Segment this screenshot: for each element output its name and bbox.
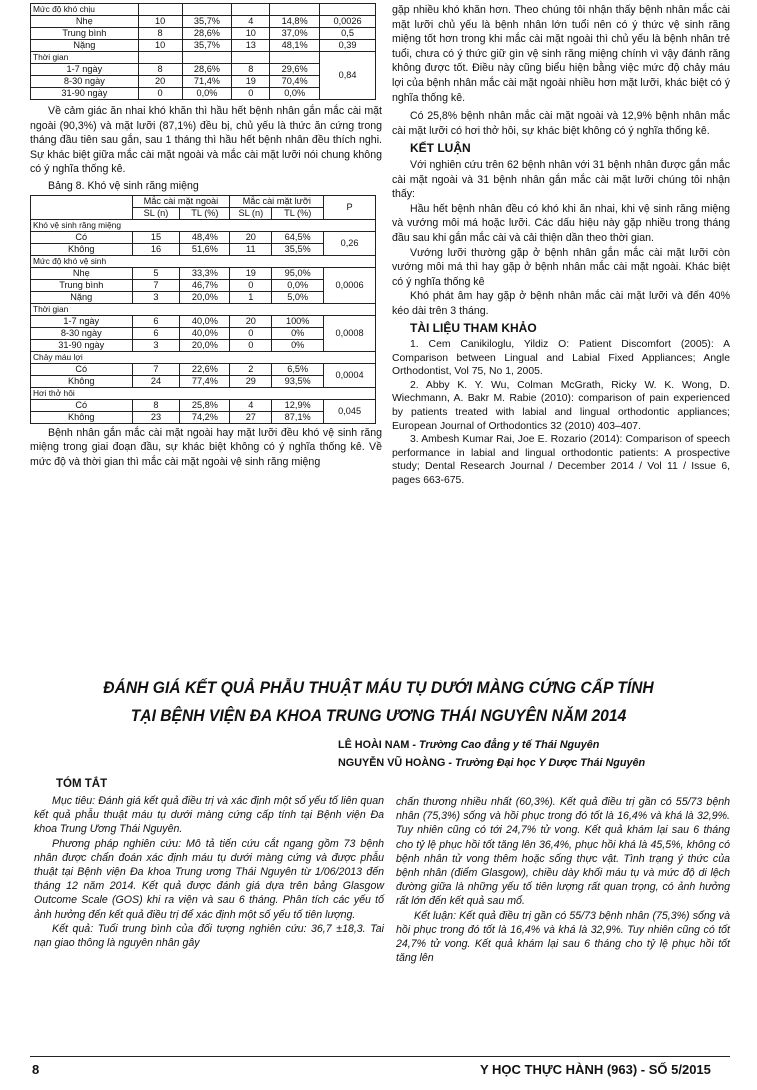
value-cell: 35,7%	[182, 16, 232, 28]
empty-cell	[232, 4, 270, 16]
value-cell: 19	[230, 267, 272, 279]
row-group-label: Chảy máu lợi	[31, 351, 376, 363]
value-cell: 51,6%	[180, 243, 230, 255]
value-cell: 4	[232, 16, 270, 28]
value-cell: 19	[232, 76, 270, 88]
value-cell: 8	[138, 64, 182, 76]
p-value-cell: 0,0008	[324, 315, 376, 351]
value-cell: 7	[132, 279, 180, 291]
value-cell: 2	[230, 363, 272, 375]
value-cell: 3	[132, 339, 180, 351]
row-label: Có	[31, 231, 133, 243]
value-cell: 22,6%	[180, 363, 230, 375]
row-label: Trung bình	[31, 28, 139, 40]
value-cell: 12,9%	[272, 399, 324, 411]
abstract-conclusion: Kết luận: Kết quả điều trị gần có 55/73 bệnh nhân (75,3%) sống và hồi phục trong đó tốt là 16,4% và khá là 32,9%. Tuy nhiên cũng có tốt 24,7% tử vong. Kết quả khám lại sau 6 tháng cho tỷ lệ phục hồi tốt tăng lên	[396, 909, 730, 965]
row-label: Nặng	[31, 40, 139, 52]
value-cell: 100%	[272, 315, 324, 327]
row-group-label: Thời gian	[31, 52, 139, 64]
value-cell: 23	[132, 411, 180, 423]
row-label: 31-90 ngày	[31, 88, 139, 100]
value-cell: 64,5%	[272, 231, 324, 243]
value-cell: 1	[230, 291, 272, 303]
row-label: 1-7 ngày	[31, 64, 139, 76]
row-label: Có	[31, 363, 133, 375]
value-cell: 0%	[272, 327, 324, 339]
value-cell: 13	[232, 40, 270, 52]
value-cell: 5,0%	[272, 291, 324, 303]
abstract-results: Kết quả: Tuổi trung bình của đối tượng nghiên cứu: 36,7 ±18,3. Tai nạn giao thông là nguyên nhân gây	[34, 922, 384, 950]
value-cell: 8	[138, 28, 182, 40]
value-cell: 24	[132, 375, 180, 387]
value-cell: 5	[132, 267, 180, 279]
value-cell: 14,8%	[270, 16, 320, 28]
value-cell: 40,0%	[180, 315, 230, 327]
value-cell: 15	[132, 231, 180, 243]
table-row	[31, 303, 376, 315]
row-label: Nặng	[31, 291, 133, 303]
value-cell: 6	[132, 315, 180, 327]
table-row	[31, 219, 376, 231]
row-label: Không	[31, 375, 133, 387]
value-cell: 93,5%	[272, 375, 324, 387]
table-8-head-lingual: Mắc cài mặt lưỡi	[230, 195, 324, 207]
p-value-cell: 0,0006	[324, 267, 376, 303]
value-cell: 8	[232, 64, 270, 76]
value-cell: 10	[232, 28, 270, 40]
table-8-head-outer: Mắc cài mặt ngoài	[132, 195, 230, 207]
value-cell: 35,7%	[182, 40, 232, 52]
row-label: 8-30 ngày	[31, 76, 139, 88]
p-value-cell: 0,0026	[320, 16, 376, 28]
reference-list	[392, 338, 730, 488]
value-cell: 29,6%	[270, 64, 320, 76]
table-row	[31, 399, 376, 411]
row-group-label: Mức độ khó chịu	[31, 4, 139, 16]
heading-references: TÀI LIỆU THAM KHẢO	[410, 321, 537, 336]
abstract-results-cont: chấn thương nhiều nhất (60,3%). Kết quả điều trị gần có 55/73 bệnh nhân (75,3%) sống và hồi phục trong đó tốt là 16,4% và khá là 32,9%. Tuy nhiên cũng có tới 24,7% tử vong. Kết quả khám lại sau 6 tháng cho tỷ lệ phục hồi tốt tăng lên 36,4%, phục hồi khá là 45,5%, không có bệnh nhân tử vong thêm hoặc sống thực vật. Tình trạng ý thức của bệnh nhân (điểm Glasgow), chiều dày khối máu tụ và mức độ di lệch đường giữa là những yếu tố tiên lượng rất quan trọng, có ảnh hưởng rất lớn đến kết quả sau mổ.	[396, 796, 730, 908]
value-cell: 70,4%	[270, 76, 320, 88]
table-7-continued	[30, 3, 376, 100]
table-row	[31, 231, 376, 243]
table-row	[31, 16, 376, 28]
value-cell: 20,0%	[180, 291, 230, 303]
table-8-head-sl: SL (n)	[132, 207, 180, 219]
value-cell: 0%	[272, 339, 324, 351]
value-cell: 33,3%	[180, 267, 230, 279]
p-value-cell: 0,39	[320, 40, 376, 52]
value-cell: 11	[230, 243, 272, 255]
paragraph-hygiene: Bệnh nhân gắn mắc cài mặt ngoài hay mặt lưỡi đều khó vệ sinh răng miệng trong giai đoạn đầu, sự khác biệt không có ý nghĩa thống kê. Về mức độ và thời gian thì mắc cài mặt ngoài vệ sinh răng miệng	[30, 426, 382, 468]
row-label: Trung bình	[31, 279, 133, 291]
empty-cell	[270, 52, 320, 64]
row-group-label: Mức độ khó vệ sinh	[31, 255, 376, 267]
article-title-line-2: TẠI BỆNH VIỆN ĐA KHOA TRUNG ƯƠNG THÁI NGUYÊN NĂM 2014	[130, 706, 627, 725]
row-label: Không	[31, 411, 133, 423]
value-cell: 0	[232, 88, 270, 100]
table-row	[31, 40, 376, 52]
value-cell: 6	[132, 327, 180, 339]
p-value-cell: 0,5	[320, 28, 376, 40]
empty-cell	[138, 4, 182, 16]
row-label: Nhẹ	[31, 16, 139, 28]
table-8-head-sl: SL (n)	[230, 207, 272, 219]
value-cell: 74,2%	[180, 411, 230, 423]
paragraph-right-3: Với nghiên cứu trên 62 bệnh nhân với 31 bệnh nhân được gắn mắc cài mặt ngoài và 31 bệnh nhân gắn mắc cài mặt lưỡi chúng tôi nhận thấy:	[392, 158, 730, 201]
value-cell: 37,0%	[270, 28, 320, 40]
row-group-label: Hơi thở hôi	[31, 387, 376, 399]
row-group-label: Thời gian	[31, 303, 376, 315]
paragraph-right-5: Vướng lưỡi thường gặp ở bệnh nhân gắn mắc cài mặt lưỡi còn vướng môi má thì hay gặp ở bệnh nhân mắc cài mặt ngoài. Khác biệt có ý nghĩa thống kê	[392, 246, 730, 288]
value-cell: 10	[138, 40, 182, 52]
value-cell: 48,4%	[180, 231, 230, 243]
value-cell: 8	[132, 399, 180, 411]
row-label: 31-90 ngày	[31, 339, 133, 351]
abstract-objective: Mục tiêu: Đánh giá kết quả điều trị và xác định một số yếu tố liên quan kết quả phẫu thuật máu tụ dưới màng cứng cấp tính tại Bệnh viện Đa khoa Trung Ương Thái Nguyên.	[34, 795, 384, 836]
value-cell: 29	[230, 375, 272, 387]
value-cell: 46,7%	[180, 279, 230, 291]
value-cell: 20	[138, 76, 182, 88]
p-value-cell: 0,26	[324, 231, 376, 255]
table-row	[31, 28, 376, 40]
abstract-right	[396, 795, 730, 965]
author-1-name: LÊ HOÀI NAM	[338, 739, 410, 751]
author-block	[338, 736, 645, 772]
value-cell: 0,0%	[270, 88, 320, 100]
empty-cell	[270, 4, 320, 16]
empty-cell	[182, 52, 232, 64]
value-cell: 0,0%	[272, 279, 324, 291]
table-row	[31, 4, 376, 16]
table-row	[31, 255, 376, 267]
table-row	[31, 387, 376, 399]
author-1-affiliation: - Trường Cao đẳng y tế Thái Nguyên	[409, 739, 600, 751]
value-cell: 16	[132, 243, 180, 255]
empty-cell	[232, 52, 270, 64]
value-cell: 6,5%	[272, 363, 324, 375]
value-cell: 27	[230, 411, 272, 423]
author-2-affiliation: - Trường Đại học Y Dược Thái Nguyên	[445, 757, 646, 769]
row-label: Không	[31, 243, 133, 255]
table-row	[31, 267, 376, 279]
value-cell: 87,1%	[272, 411, 324, 423]
table-8-head-p: P	[324, 195, 376, 219]
row-label: 1-7 ngày	[31, 315, 133, 327]
reference-item: 3. Ambesh Kumar Rai, Joe E. Rozario (2014): Comparison of speech performance in labial and lingual orthodontic patients: A prospective study; Dental Research Journal / December 2014 / Vol 11 / Issue 6, pages 663-675.	[392, 434, 730, 486]
heading-conclusion: KẾT LUẬN	[410, 141, 471, 156]
value-cell: 7	[132, 363, 180, 375]
value-cell: 28,6%	[182, 64, 232, 76]
empty-cell	[182, 4, 232, 16]
abstract-methods: Phương pháp nghiên cứu: Mô tả tiến cứu cắt ngang gồm 73 bệnh nhân được chẩn đoán xác định máu tụ dưới màng cứng và được phẫu thuật tại Bệnh viện Đa khoa Trung ương Thái Nguyên từ 1/06/2013 đến tháng 12 năm 2014. Kết quả được đánh giá dựa trên bảng Glasgow Outcome Scale (GOS) khi ra viện và sau 6 tháng. Phân tích các yếu tố ảnh hưởng đến kết quả điều trị để xác định một số yếu tố tiên lượng.	[34, 837, 384, 921]
right-column	[392, 3, 730, 488]
table-8-head-tl: TL (%)	[272, 207, 324, 219]
value-cell: 25,8%	[180, 399, 230, 411]
paragraph-right-2: Có 25,8% bệnh nhân mắc cài mặt ngoài và 12,9% bệnh nhân mắc cài mặt lưỡi có hơi thở hôi, sự khác biệt không có ý nghĩa thống kê.	[392, 110, 730, 137]
value-cell: 4	[230, 399, 272, 411]
value-cell: 48,1%	[270, 40, 320, 52]
value-cell: 28,6%	[182, 28, 232, 40]
abstract-left	[34, 794, 384, 950]
value-cell: 0	[230, 339, 272, 351]
row-label: Có	[31, 399, 133, 411]
table-8	[30, 195, 376, 424]
table-8-corner	[31, 195, 133, 219]
value-cell: 71,4%	[182, 76, 232, 88]
value-cell: 77,4%	[180, 375, 230, 387]
value-cell: 20	[230, 315, 272, 327]
row-label: 8-30 ngày	[31, 327, 133, 339]
row-group-label: Khó vệ sinh răng miệng	[31, 219, 376, 231]
value-cell: 20	[230, 231, 272, 243]
value-cell: 0	[138, 88, 182, 100]
p-value-cell: 0,045	[324, 399, 376, 423]
value-cell: 0	[230, 327, 272, 339]
value-cell: 3	[132, 291, 180, 303]
value-cell: 95,0%	[272, 267, 324, 279]
value-cell: 40,0%	[180, 327, 230, 339]
journal-footer: Y HỌC THỰC HÀNH (963) - SỐ 5/2015	[480, 1062, 711, 1077]
reference-item: 2. Abby K. Y. Wu, Colman McGrath, Ricky W. K. Wong, D. Wiechmann, A. Bakr M. Rabie (2010): comparison of pain experienced by patients treated with labial and lingual orthodontic appliances; European Journal of Orthodontics 32 (2010) 403–407.	[392, 379, 730, 432]
row-label: Nhẹ	[31, 267, 133, 279]
paragraph-right-1: gặp nhiều khó khăn hơn. Theo chúng tôi nhận thấy bệnh nhân mắc cài mặt lưỡi chủ yếu là bệnh nhân lớn tuổi nên có ý thức vệ sinh răng miệng tốt hơn trong khi mắc cài mặt ngoài thì chủ yếu là bệnh nhân trẻ tuổi, chưa có ý thức giữ gìn vệ sinh răng miệng chính vì vậy đánh răng không được tốt. Điều này cũng biểu hiện bằng việc mức độ chảy máu lợi của bệnh nhân mắc cài mặt ngoài nhiều hơn mặt lưỡi, khác biệt có ý nghĩa thống kê.	[392, 4, 730, 104]
value-cell: 20,0%	[180, 339, 230, 351]
left-column	[30, 3, 382, 469]
empty-cell	[320, 4, 376, 16]
value-cell: 10	[138, 16, 182, 28]
article-title-line-1: ĐÁNH GIÁ KẾT QUẢ PHẪU THUẬT MÁU TỤ DƯỚI MÀNG CỨNG CẤP TÍNH	[103, 678, 654, 697]
p-value-cell: 0,0004	[324, 363, 376, 387]
empty-cell	[138, 52, 182, 64]
author-2-name: NGUYỄN VŨ HOÀNG	[338, 757, 446, 769]
paragraph-right-6: Khó phát âm hay gặp ở bệnh nhân mắc cài mặt lưỡi và đến 40% kéo dài trên 3 tháng.	[392, 290, 730, 317]
table-row	[31, 315, 376, 327]
paragraph-right-4: Hầu hết bệnh nhân đều có khó khi ăn nhai, khi vệ sinh răng miệng và vướng môi má hoặc lưỡi. Các dấu hiệu này gặp nhiều trong tháng đầu sau khi gắn mắc cài và cải thiện dần theo thời gian.	[392, 202, 730, 244]
table-8-head-tl: TL (%)	[180, 207, 230, 219]
reference-item: 1. Cem Canikiloglu, Yildiz O: Patient Discomfort (2005): A Comparison between Lingual and Labial Fixed Appliances; Angle Orthodontist, Vol 75, No 1, 2005.	[392, 339, 730, 378]
value-cell: 0,0%	[182, 88, 232, 100]
value-cell: 35,5%	[272, 243, 324, 255]
table-row	[31, 351, 376, 363]
summary-heading: TÓM TẮT	[56, 778, 108, 790]
table-row	[31, 52, 376, 64]
paragraph-chewing: Về cảm giác ăn nhai khó khăn thì hầu hết bệnh nhân gắn mắc cài mặt ngoài (90,3%) và mặt lưỡi (87,1%) đều bị, chủ yếu là thức ăn cứng trong tháng đầu tiên sau gắn, sau 1 tháng thì hầu hết bệnh nhân đều thích nghi. Sự khác biệt giữa mắc cài mặt ngoài và mắc cài mặt lưỡi nói chung không có ý nghĩa thống kê.	[30, 105, 382, 176]
page-number: 8	[32, 1062, 40, 1077]
value-cell: 0	[230, 279, 272, 291]
table-8-caption: Bảng 8. Khó vệ sinh răng miệng	[48, 179, 199, 192]
p-value-cell: 0,84	[320, 52, 376, 100]
footer-rule	[30, 1056, 730, 1057]
table-row	[31, 363, 376, 375]
